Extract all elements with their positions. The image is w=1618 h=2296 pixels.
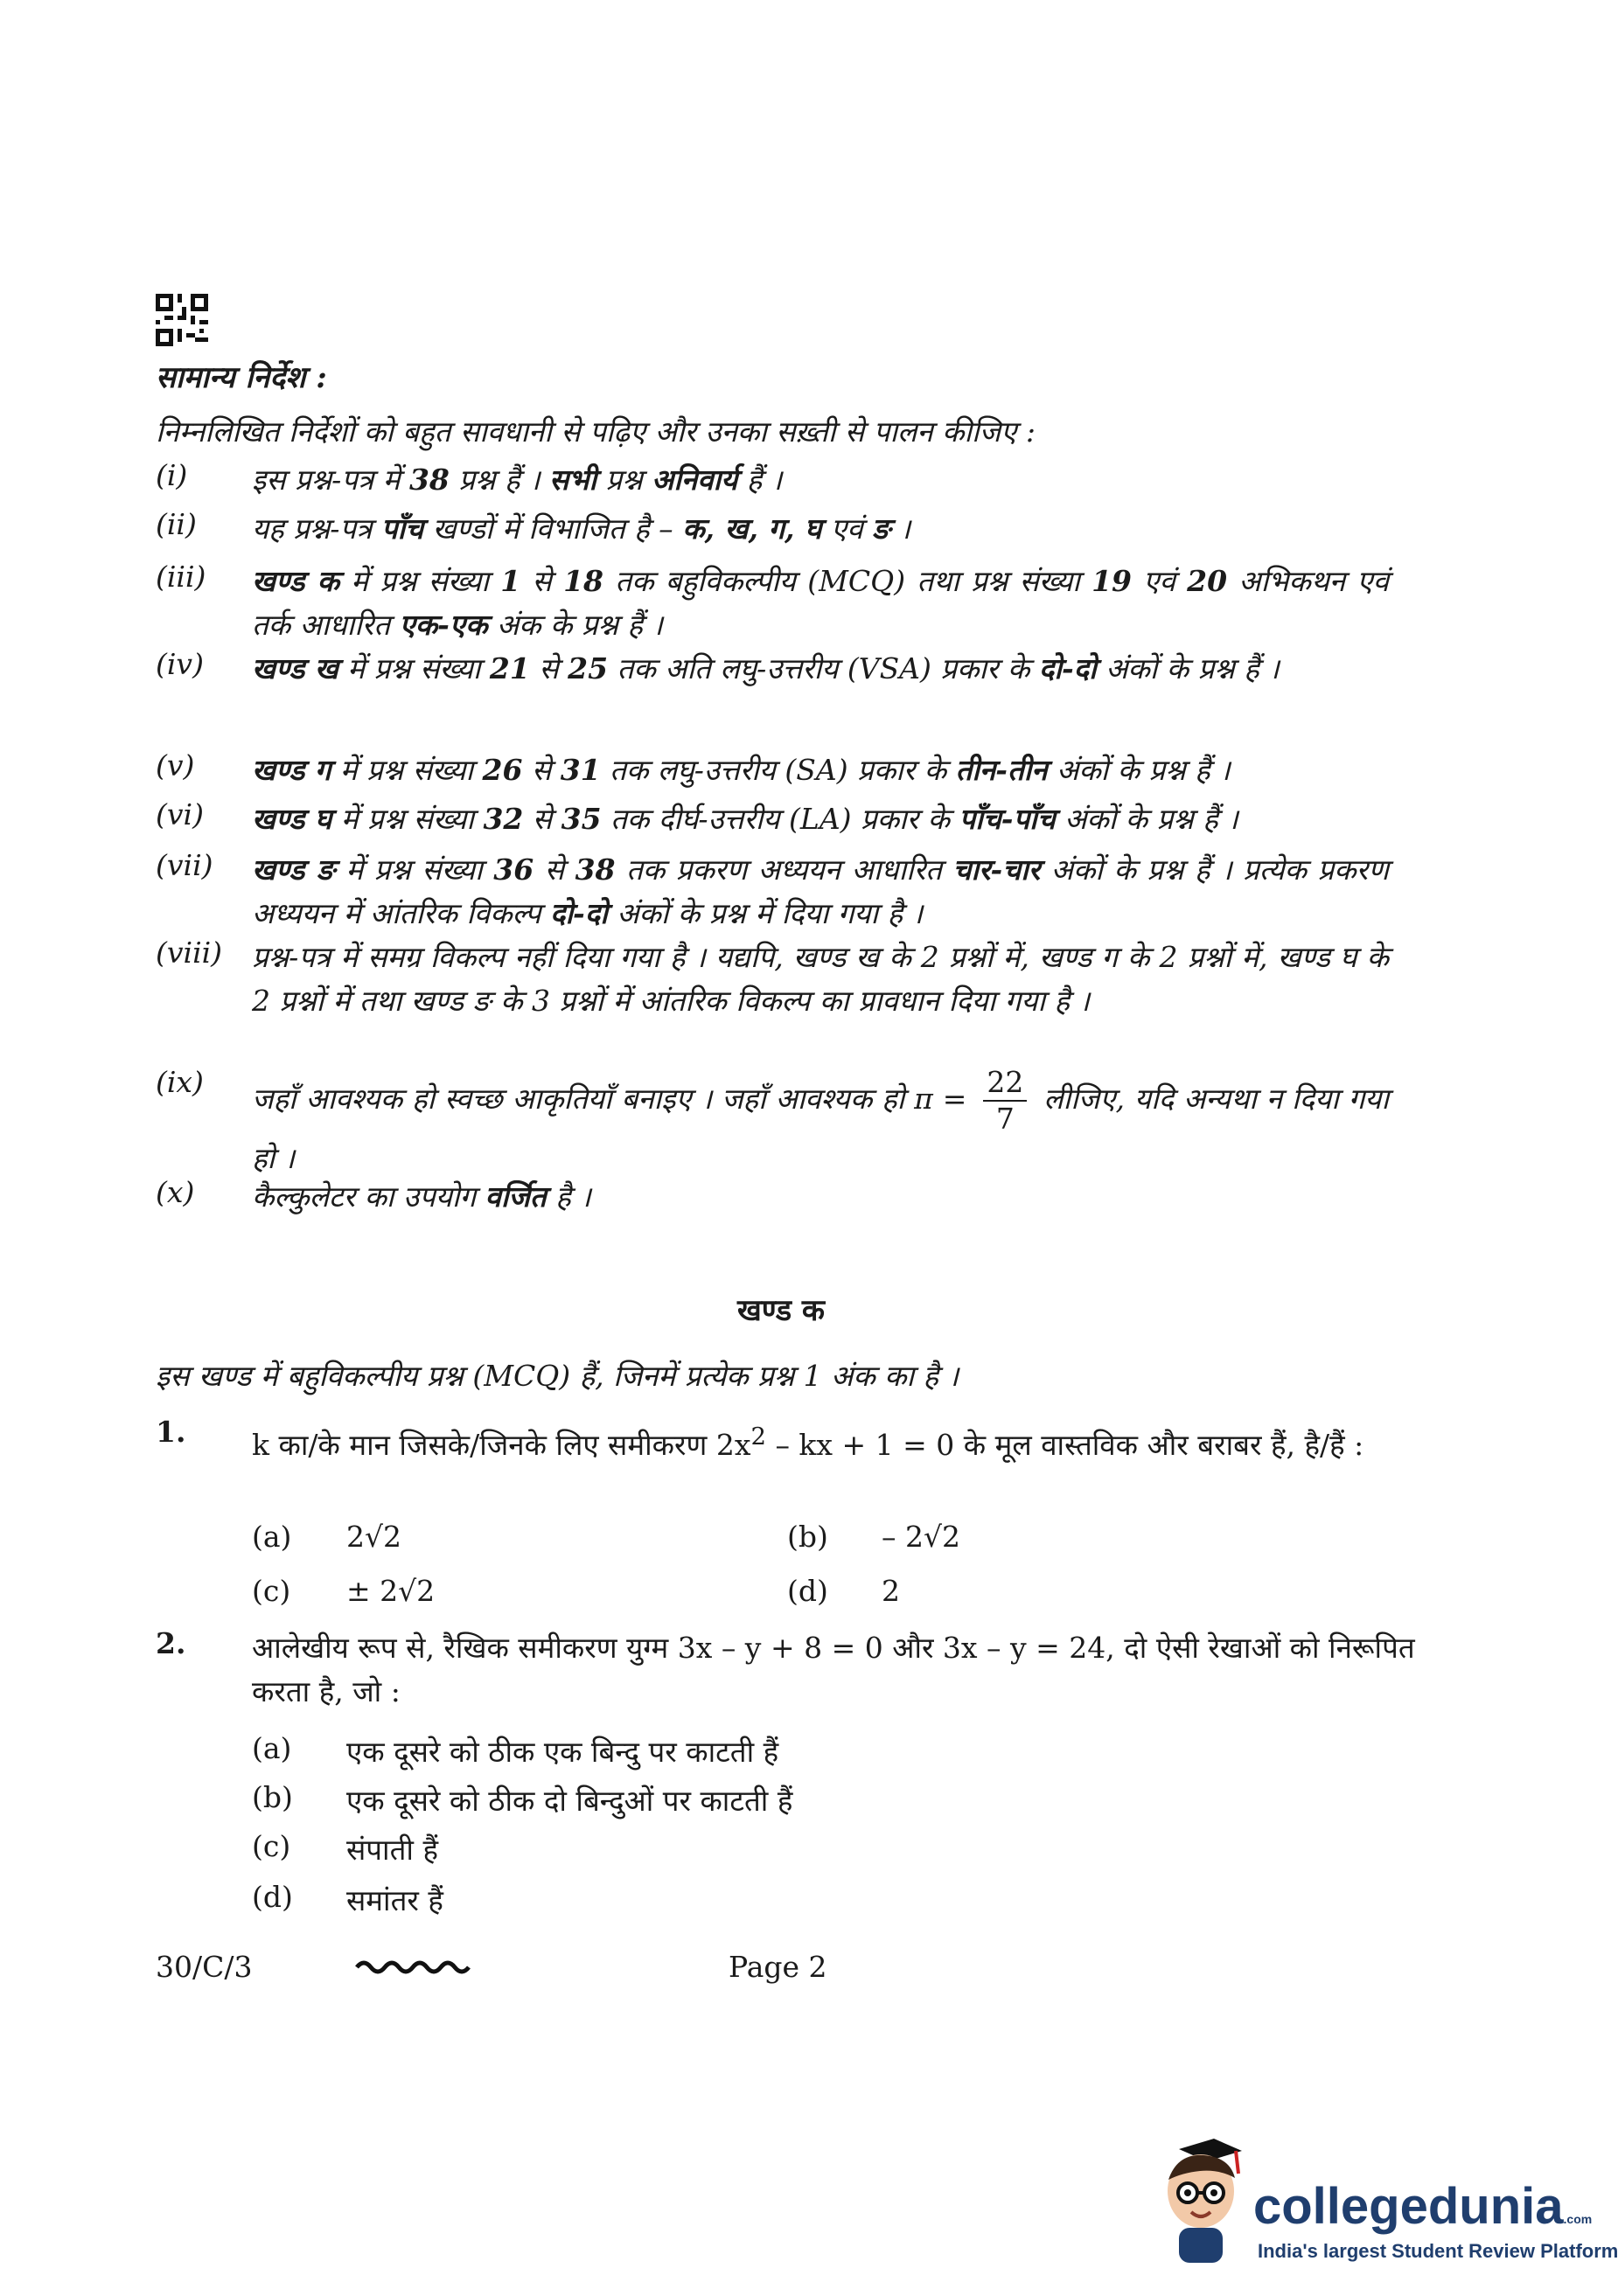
- general-instructions-heading: सामान्य निर्देश :: [156, 360, 327, 395]
- option-label: (c): [252, 1574, 291, 1608]
- option-label: (a): [252, 1731, 292, 1765]
- collegedunia-logo: [1153, 2132, 1618, 2280]
- question-number: 1.: [156, 1415, 186, 1449]
- instruction-number: (viii): [156, 936, 223, 970]
- instruction-text: इस प्रश्न-पत्र में 38 प्रश्न हैं । सभी प्रश्न अनिवार्य हैं ।: [252, 463, 783, 497]
- option-label: (b): [252, 1780, 293, 1814]
- instruction-number: (ix): [156, 1065, 204, 1099]
- option-value: – 2√2: [882, 1520, 961, 1554]
- option-value: संपाती हैं: [346, 1833, 438, 1867]
- option-value: एक दूसरे को ठीक दो बिन्दुओं पर काटती हैं: [346, 1784, 793, 1818]
- instruction-text: प्रश्न-पत्र में समग्र विकल्प नहीं दिया गया है । यद्यपि, खण्ड ख के 2 प्रश्नों में, खण्ड ग के 2 प्रश्नों में, खण्ड घ के 2 प्रश्नों में तथा खण्ड ङ के 3 प्रश्नों में आंतरिक विकल्प का प्रावधान दिया गया है ।: [252, 940, 1389, 1018]
- qr-code-icon: [156, 294, 208, 346]
- instruction-number: (v): [156, 748, 195, 783]
- instructions-intro: निम्नलिखित निर्देशों को बहुत सावधानी से पढ़िए और उनका सख़्ती से पालन कीजिए :: [156, 414, 1036, 449]
- page-number: Page 2: [729, 1950, 827, 1984]
- instruction-number: (iii): [156, 560, 206, 594]
- paper-code: 30/C/3: [156, 1950, 253, 1984]
- option-value: एक दूसरे को ठीक एक बिन्दु पर काटती हैं: [346, 1735, 779, 1769]
- section-title: खण्ड क: [736, 1293, 826, 1328]
- instruction-number: (ii): [156, 507, 197, 541]
- brand-name: collegedunia.com: [1253, 2178, 1593, 2235]
- question-text: आलेखीय रूप से, रैखिक समीकरण युग्म 3x – y + 8 = 0 और 3x – y = 24, दो ऐसी रेखाओं को निरूपित करता है, जो :: [252, 1631, 1415, 1708]
- instruction-number: (iv): [156, 647, 204, 681]
- option-value: 2: [882, 1574, 900, 1608]
- option-label: (c): [252, 1829, 291, 1863]
- option-label: (a): [252, 1520, 292, 1554]
- instruction-text: खण्ड ख में प्रश्न संख्या 21 से 25 तक अति लघु-उत्तरीय (VSA) प्रकार के दो-दो अंकों के प्रश्न हैं ।: [252, 651, 1280, 685]
- option-label: (d): [787, 1574, 828, 1608]
- brand-tagline: India's largest Student Review Platform: [1258, 2240, 1618, 2262]
- instruction-text: खण्ड क में प्रश्न संख्या 1 से 18 तक बहुविकल्पीय (MCQ) तथा प्रश्न संख्या 19 एवं 20 अभिकथन एवं तर्क आधारित एक-एक अंक के प्रश्न हैं ।: [252, 564, 1389, 642]
- question-text: k का/के मान जिसके/जिनके लिए समीकरण $2x^2$ – kx + 1 = 0 के मूल वास्तविक और बराबर हैं, है/हैं :: [252, 1423, 1364, 1462]
- option-label: (d): [252, 1880, 293, 1914]
- instruction-number: (vii): [156, 848, 213, 882]
- instruction-number: (i): [156, 458, 188, 492]
- instruction-text: खण्ड ङ में प्रश्न संख्या 36 से 38 तक प्रकरण अध्ययन आधारित चार-चार अंकों के प्रश्न हैं । प्रत्येक प्रकरण अध्ययन में आंतरिक विकल्प दो-दो अंकों के प्रश्न में दिया गया है ।: [252, 852, 1389, 930]
- instruction-text: जहाँ आवश्यक हो स्वच्छ आकृतियाँ बनाइए । जहाँ आवश्यक हो π = $\frac{22}{7}$ लीजिए, यदि अन्यथा न दिया गया हो ।: [252, 1065, 1389, 1175]
- instruction-text: यह प्रश्न-पत्र पाँच खण्डों में विभाजित है – क, ख, ग, घ एवं ङ ।: [252, 511, 911, 546]
- option-value: ± 2√2: [346, 1574, 436, 1608]
- option-value: समांतर हैं: [346, 1883, 443, 1917]
- wave-divider-icon: [353, 1952, 478, 1978]
- section-intro: इस खण्ड में बहुविकल्पीय प्रश्न (MCQ) हैं, जिनमें प्रत्येक प्रश्न 1 अंक का है ।: [156, 1359, 959, 1393]
- instruction-number: (x): [156, 1175, 195, 1209]
- question-number: 2.: [156, 1626, 186, 1660]
- option-label: (b): [787, 1520, 828, 1554]
- option-value: 2√2: [346, 1520, 402, 1554]
- instruction-text: कैल्कुलेटर का उपयोग वर्जित है ।: [252, 1179, 591, 1214]
- instruction-text: खण्ड ग में प्रश्न संख्या 26 से 31 तक लघु-उत्तरीय (SA) प्रकार के तीन-तीन अंकों के प्रश्न हैं ।: [252, 753, 1231, 787]
- mascot-icon: [1153, 2132, 1249, 2263]
- instruction-number: (vi): [156, 797, 204, 831]
- instruction-text: खण्ड घ में प्रश्न संख्या 32 से 35 तक दीर्घ-उत्तरीय (LA) प्रकार के पाँच-पाँच अंकों के प्रश्न हैं ।: [252, 802, 1238, 836]
